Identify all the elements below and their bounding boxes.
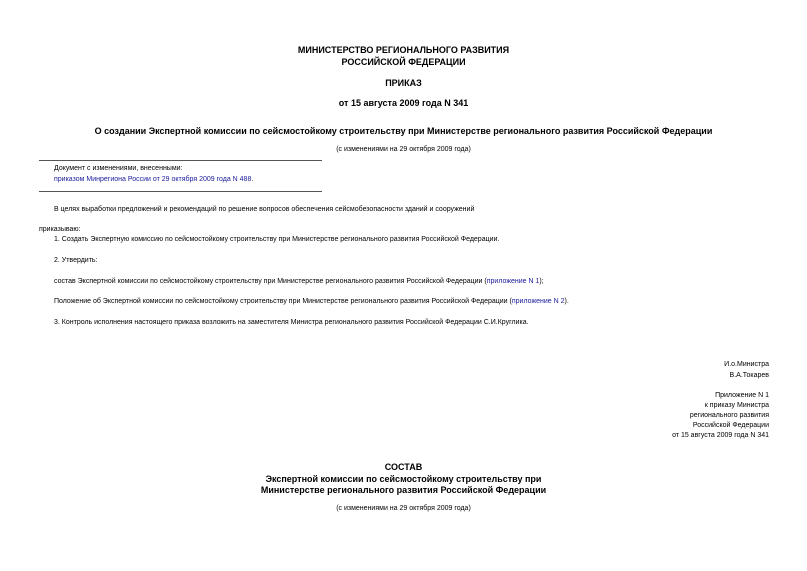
appendix-2-link[interactable]: приложение N 2 [511,298,565,305]
appendix-ref-line-1: Приложение N 1 [715,392,769,399]
composition-amendment-note: (с изменениями на 29 октября 2009 года) [336,505,471,512]
order-word: приказываю: [39,226,81,233]
signature-position: И.о.Министра [724,361,769,368]
amendment-note: (с изменениями на 29 октября 2009 года) [336,146,471,153]
item-2a-text: состав Экспертной комиссии по сейсмостойкому строительству при Министерстве регионального развития Российской Федерации ( [54,278,487,285]
doc-date: от 15 августа 2009 года N 341 [338,98,469,108]
ministry-line-1: МИНИСТЕРСТВО РЕГИОНАЛЬНОГО РАЗВИТИЯ [297,45,510,55]
item-3: 3. Контроль исполнения настоящего приказа возложить на заместителя Министра регионального развития Российской Федерации С.И.Круглика. [54,319,529,326]
preamble: В целях выработки предложений и рекомендаций по решение вопросов обеспечения сейсмобезопасности зданий и сооружений [54,206,475,213]
item-2a [54,278,544,285]
item-1: 1. Создать Экспертную комиссию по сейсмостойкому строительству при Министерстве регионального развития Российской Федерации. [54,236,500,243]
composition-line-1: Экспертной комиссии по сейсмостойкому строительству при [265,474,542,484]
appendix-1-link[interactable]: приложение N 1 [486,278,540,285]
item-2b-end: ). [564,298,569,305]
document-title: О создании Экспертной комиссии по сейсмостойкому строительству при Министерстве регионального развития Российской Федерации [94,126,713,136]
amendment-order-link[interactable]: приказом Минрегиона России от 29 октября 2009 года N 488 [54,176,252,183]
composition-line-2: Министерстве регионального развития Российской Федерации [260,485,547,495]
item-2: 2. Утвердить: [54,257,98,264]
changes-box-link-line [54,176,253,183]
appendix-ref-line-3: регионального развития [689,412,769,419]
composition-heading: СОСТАВ [384,462,423,472]
changes-box-line: Документ с изменениями, внесенными: [54,165,183,172]
signature-name: В.А.Токарев [729,372,769,379]
item-2b-text: Положение об Экспертной комиссии по сейсмостойкому строительству при Министерстве регионального развития Российской Федерации ( [54,298,512,305]
changes-box-top-rule [39,160,322,161]
item-2a-end: ); [539,278,544,285]
changes-box-trailing: . [251,176,254,183]
doc-type: ПРИКАЗ [385,78,422,88]
item-2b [54,298,569,305]
appendix-ref-line-2: к приказу Министра [704,402,769,409]
changes-box-bottom-rule [39,191,322,192]
ministry-line-2: РОССИЙСКОЙ ФЕДЕРАЦИИ [341,57,466,67]
appendix-ref-line-4: Российской Федерации [692,422,769,429]
appendix-ref-line-5: от 15 августа 2009 года N 341 [672,432,769,439]
